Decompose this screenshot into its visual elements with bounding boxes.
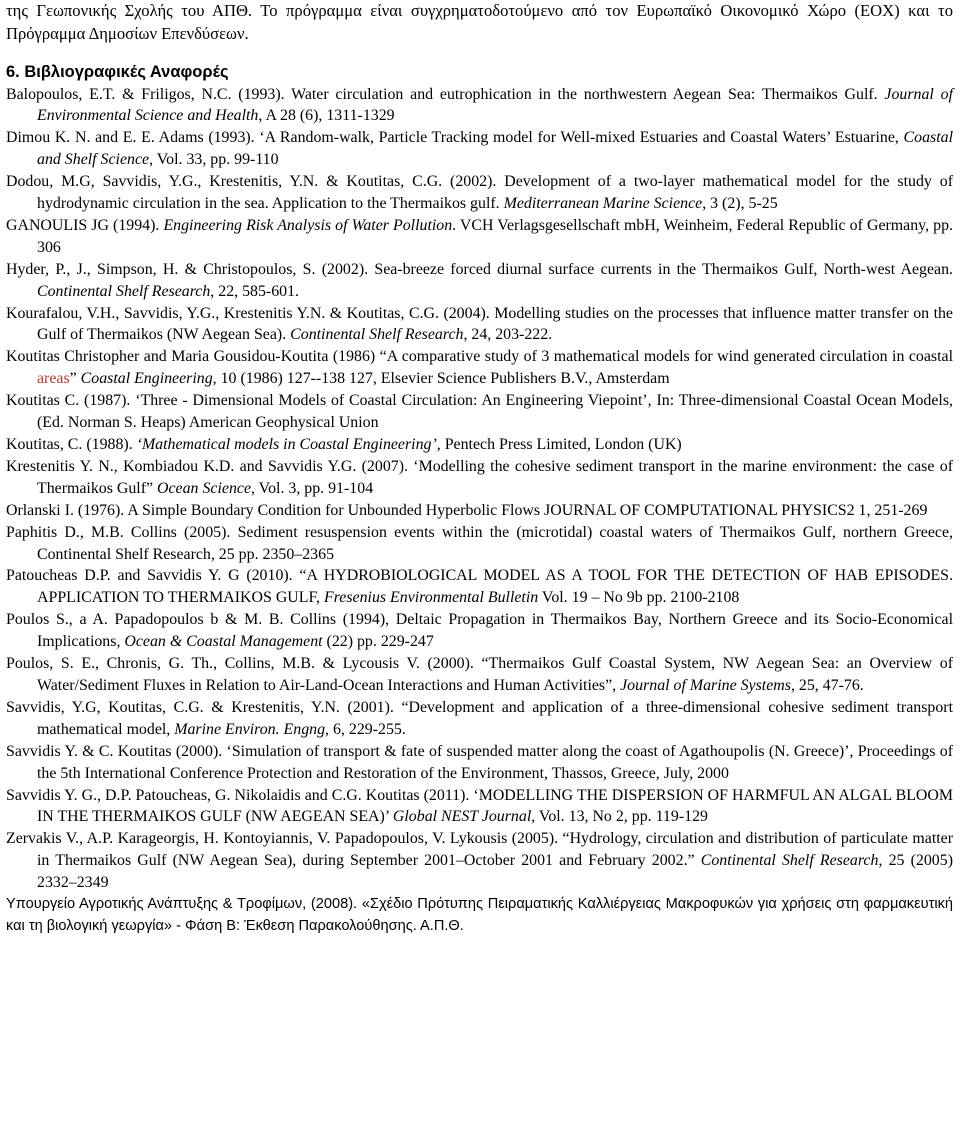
- reference-source-title: Ocean & Coastal Management: [124, 633, 323, 651]
- reference-source-title: Journal of Environmental Science and Health: [37, 85, 953, 125]
- reference-text: Vol. 19 – No 9b pp. 2100-2108: [538, 589, 740, 607]
- reference-text: Poulos S., a A. Papadopoulos b & M. B. Collins (1994), Deltaic Propagation in Thermaikos Bay, Northern Greece and its Socio-Economical Implications,: [6, 611, 953, 651]
- reference-text: Hyder, P., J., Simpson, H. & Christopoulos, S. (2002). Sea-breeze forced diurnal surface currents in the Thermaikos Gulf, North-west Aegean.: [6, 260, 953, 278]
- reference-text: , 10 (1986) 127--138 127, Elsevier Science Publishers B.V., Amsterdam: [212, 370, 670, 388]
- reference-text: , Vol. 33, pp. 99-110: [149, 151, 279, 169]
- reference-text: Pentech Press Limited, London (UK): [440, 436, 682, 453]
- reference-entry: [6, 828, 953, 894]
- reference-entry: [6, 500, 953, 522]
- reference-text: , 6, 229-255.: [325, 720, 406, 738]
- reference-text: Savvidis Y. G., D.P. Patoucheas, G. Nikolaidis and C.G. Koutitas (2011). ‘MODELLING THE DISPERSION OF HARMFUL AN ALGAL BLOOM IN THE THERMAIKOS GULF (NW AEGEAN SEA)’: [6, 786, 953, 826]
- reference-source-title: Continental Shelf Research: [290, 326, 464, 344]
- reference-source-title: Ocean Science: [157, 479, 251, 497]
- reference-text: Koutitas Christopher and Maria Gousidou-Koutita (1986) “A comparative study of 3 mathematical models for wind generated circulation in coastal: [6, 348, 953, 366]
- reference-entry: [6, 303, 953, 347]
- reference-text: (22) pp. 229-247: [322, 633, 434, 651]
- reference-text: , 25, 47-76.: [790, 676, 864, 694]
- reference-source-title: Coastal Engineering: [80, 370, 213, 388]
- reference-text: , Vol. 13, No 2, pp. 119-129: [531, 808, 708, 826]
- section-heading: 6. Βιβλιογραφικές Αναφορές: [6, 63, 229, 81]
- reference-source-title: Fresenius Environmental Bulletin: [324, 589, 539, 607]
- reference-text: Dodou, M.G, Savvidis, Y.G., Krestenitis, Y.N. & Koutitas, C.G. (2002). Development of a two-layer mathematical model for the study of hydrodynamic circulation in the sea. Application to the Thermaikos gulf.: [6, 173, 953, 213]
- reference-text: Savvidis, Y.G, Koutitas, C.G. & Krestenitis, Y.N. (2001). “Development and application of a three-dimensional cohesive sediment transport mathematical model,: [6, 698, 953, 738]
- reference-text: , 25 (2005) 2332–2349: [37, 852, 953, 892]
- reference-text: Poulos, S. E., Chronis, G. Th., Collins, M.B. & Lycousis V. (2000). “Thermaikos Gulf Coastal System, NW Aegean Sea: an Overview of Water/Sediment Fluxes in Relation to Air-Land-Ocean Interactions and Human Activities”,: [6, 655, 953, 694]
- intro-paragraph: της Γεωπονικής Σχολής του ΑΠΘ. Το πρόγραμμα είναι συγχρηματοδοτούμενο από τον Ευρωπαϊκό Οικονομικό Χώρο (ΕΟΧ) και το Πρόγραμμα Δημοσίων Επενδύσεων.: [6, 1, 953, 43]
- reference-text: Kourafalou, V.H., Savvidis, Y.G., Krestenitis Y.N. & Koutitas, C.G. (2004). Modelling studies on the processes that influence matter transfer on the Gulf of Thermaikos (NW Aegean Sea).: [6, 304, 953, 344]
- reference-text: Patoucheas D.P. and Savvidis Y. G (2010). “A HYDROBIOLOGICAL MODEL AS A TOOL FOR THE DETECTION OF HAB EPISODES. APPLICATION TO THERMAIKOS GULF,: [6, 567, 953, 607]
- reference-entry: [6, 894, 953, 937]
- reference-text: , A 28 (6), 1311-1329: [258, 107, 395, 125]
- reference-text: Paphitis D., M.B. Collins (2005). Sediment resuspension events within the (microtidal) coastal waters of Thermaikos Gulf, northern Greece, Continental Shelf Research, 25 pp. 2350–2365: [6, 523, 953, 563]
- reference-entry: [6, 697, 953, 741]
- references-list: [6, 84, 953, 938]
- reference-entry: [6, 741, 953, 785]
- reference-source-title: Continental Shelf Research: [37, 282, 211, 300]
- reference-entry: [6, 84, 953, 128]
- reference-text: , 24, 203-222.: [463, 326, 553, 344]
- reference-entry: [6, 565, 953, 609]
- reference-text: Koutitas, C. (1988).: [6, 436, 137, 453]
- reference-entry: [6, 127, 953, 171]
- reference-source-title: Marine Environ. Engng: [174, 720, 326, 738]
- reference-text: Krestenitis Y. N., Kombiadou K.D. and Savvidis Y.G. (2007). ‘Modelling the cohesive sediment transport in the marine environment: the case of Thermaikos Gulf”: [6, 457, 953, 497]
- reference-text: Koutitas C. (1987). ‘Three - Dimensional Models of Coastal Circulation: An Engineering Viepoint’, In: Three-dimensional Coastal Ocean Models, (Ed. Norman S. Heaps) American Geophysical Union: [6, 392, 953, 432]
- reference-text: Savvidis Y. & C. Koutitas (2000). ‘Simulation of transport & fate of suspended matter along the coast of Agathoupolis (N. Greece)’, Proceedings of the 5th International Conference Protection and Restoration of the Environment, Thassos, Greece, July, 2000: [6, 742, 953, 782]
- reference-text: Balopoulos, E.T. & Friligos, N.C. (1993). Water circulation and eutrophication in the northwestern Aegean Sea: Thermaikos Gulf.: [6, 85, 885, 103]
- reference-entry: [6, 456, 953, 500]
- reference-source-title: Mediterranean Marine Science: [503, 195, 703, 213]
- reference-entry: [6, 653, 953, 697]
- reference-source-title: Engineering Risk Analysis of Water Pollution: [163, 216, 453, 234]
- reference-source-title: Journal of Marine Systems: [620, 676, 791, 694]
- reference-text: GANOULIS JG (1994).: [6, 216, 164, 234]
- reference-source-title: Coastal and Shelf Science: [37, 129, 953, 169]
- reference-entry: [6, 522, 953, 566]
- reference-text: , Vol. 3, pp. 91-104: [251, 479, 374, 497]
- reference-entry: [6, 346, 953, 390]
- reference-source-title: Global NEST Journal: [392, 808, 532, 826]
- reference-entry: [6, 390, 953, 434]
- reference-text: ”: [69, 370, 81, 388]
- reference-source-title: Continental Shelf Research: [700, 852, 879, 870]
- reference-entry: [6, 609, 953, 653]
- reference-entry: [6, 171, 953, 215]
- highlighted-word: areas: [37, 370, 70, 388]
- reference-text: Υπουργείο Αγροτικής Ανάπτυξης & Τροφίμων, (2008). «Σχέδιο Πρότυπης Πειραματικής Καλλιέργειας Μακροφυκών για χρήσεις στη φαρμακευτική και τη βιολογική γεωργία» - Φάση Β: Έκθεση Παρακολούθησης. Α.Π.Θ.: [6, 896, 953, 934]
- reference-entry: [6, 434, 953, 456]
- reference-entry: [6, 259, 953, 303]
- reference-entry: [6, 215, 953, 259]
- reference-source-title: ‘Mathematical models in Coastal Engineering’,: [136, 436, 441, 453]
- reference-text: Orlanski I. (1976). A Simple Boundary Condition for Unbounded Hyperbolic Flows JOURNAL OF COMPUTATIONAL PHYSICS2 1, 251-269: [6, 501, 928, 519]
- reference-text: , 22, 585-601.: [210, 282, 300, 300]
- reference-entry: [6, 785, 953, 829]
- reference-text: . VCH Verlagsgesellschaft mbH, Weinheim, Federal Republic of Germany, pp. 306: [37, 216, 953, 256]
- reference-text: Dimou K. N. and E. E. Adams (1993). ‘A Random-walk, Particle Tracking model for Well-mixed Estuaries and Coastal Waters’ Estuarine,: [6, 129, 904, 147]
- reference-text: , 3 (2), 5-25: [702, 195, 778, 213]
- reference-text: Zervakis V., A.P. Karageorgis, H. Kontoyiannis, V. Papadopoulos, V. Lykousis (2005). “Hydrology, circulation and distribution of particulate matter in Thermaikos Gulf (NW Aegean Sea), during September 2001–October 2001 and February 2002.”: [6, 830, 953, 870]
